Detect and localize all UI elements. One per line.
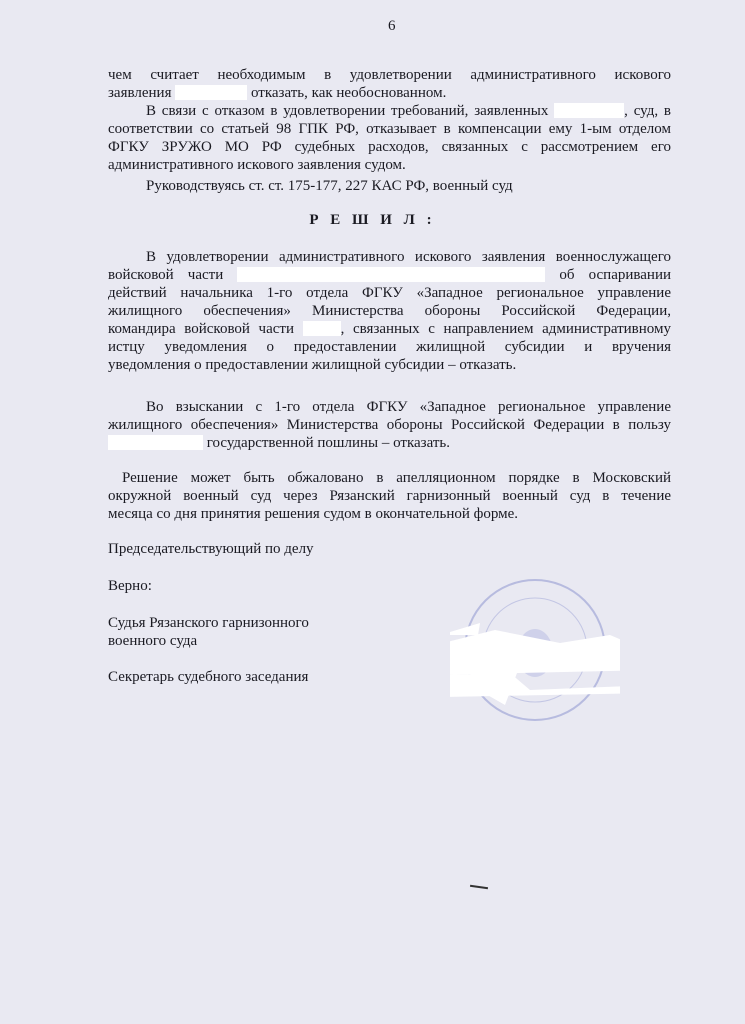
text: , суд, в [624,103,671,119]
redaction [108,435,203,450]
paragraph-expenses [108,102,671,195]
text-line: окружной военный суд через Рязанский гарнизонный военный суд в течение [108,488,671,504]
text-line: соответствии со статьей 98 ГПК РФ, отказывает в компенсации ему 1-ым отделом [108,121,671,137]
text-line: месяца со дня принятия решения судом в окончательной форме. [108,506,519,522]
redaction [237,267,545,282]
text-line: Во взыскании с 1-го отдела ФГКУ «Западное региональное управление [146,399,671,415]
text-line [108,84,671,102]
text-line: истцу уведомления о предоставлении жилищной субсидии и вручения [108,339,671,355]
text: отказать, как необоснованном. [250,85,447,101]
text-line [108,434,671,452]
text-line: Решение может быть обжаловано в апелляционном порядке в Московский [122,470,671,486]
text: командира войсковой части [108,321,295,337]
paragraph-appeal [108,469,671,523]
text-line [108,102,671,120]
paragraph-decision [108,248,671,374]
judge-label [108,614,309,650]
redaction [554,103,624,118]
text-line: жилищного обеспечения» Министерства обороны Российской Федерации в пользу [108,417,671,433]
text: войсковой части [108,267,224,283]
text-line: В удовлетворении административного искового заявления военнослужащего [146,249,671,265]
scan-mark [470,885,488,889]
text-line: чем считает необходимым в удовлетворении административного искового [108,67,671,83]
paragraph-rejection [108,66,671,102]
decision-heading: Р Е Ш И Л : [309,212,436,228]
text: заявления [108,85,172,101]
text: В связи с отказом в удовлетворении требований, заявленных [146,103,549,119]
text: , связанных с направлением административному [340,321,671,337]
redaction [303,321,341,336]
court-seal [450,575,620,730]
text-line: уведомления о предоставлении жилищной субсидии – отказать. [108,357,517,373]
redaction [175,85,247,100]
text-line: действий начальника 1-го отдела ФГКУ «Западное региональное управление [108,285,671,301]
text: государственной пошлины – отказать. [206,435,451,451]
secretary-label: Секретарь судебного заседания [108,669,309,685]
text-line: административного искового заявления судом. [108,157,406,173]
text-line [108,266,671,284]
text-line: ФГКУ ЗРУЖО МО РФ судебных расходов, связанных с рассмотрением его [108,139,671,155]
text-line [108,320,671,338]
text: об оспаривании [559,267,671,283]
verified-label: Верно: [108,578,152,594]
text-line: Руководствуясь ст. ст. 175-177, 227 КАС РФ, военный суд [146,178,513,194]
page-number: 6 [388,18,396,34]
text-line: жилищного обеспечения» Министерства обороны Российской Федерации, [108,303,671,319]
text: Судья Рязанского гарнизонного [108,615,309,631]
presiding-label: Председательствующий по делу [108,541,314,557]
text: военного суда [108,633,198,649]
paragraph-duty [108,398,671,452]
